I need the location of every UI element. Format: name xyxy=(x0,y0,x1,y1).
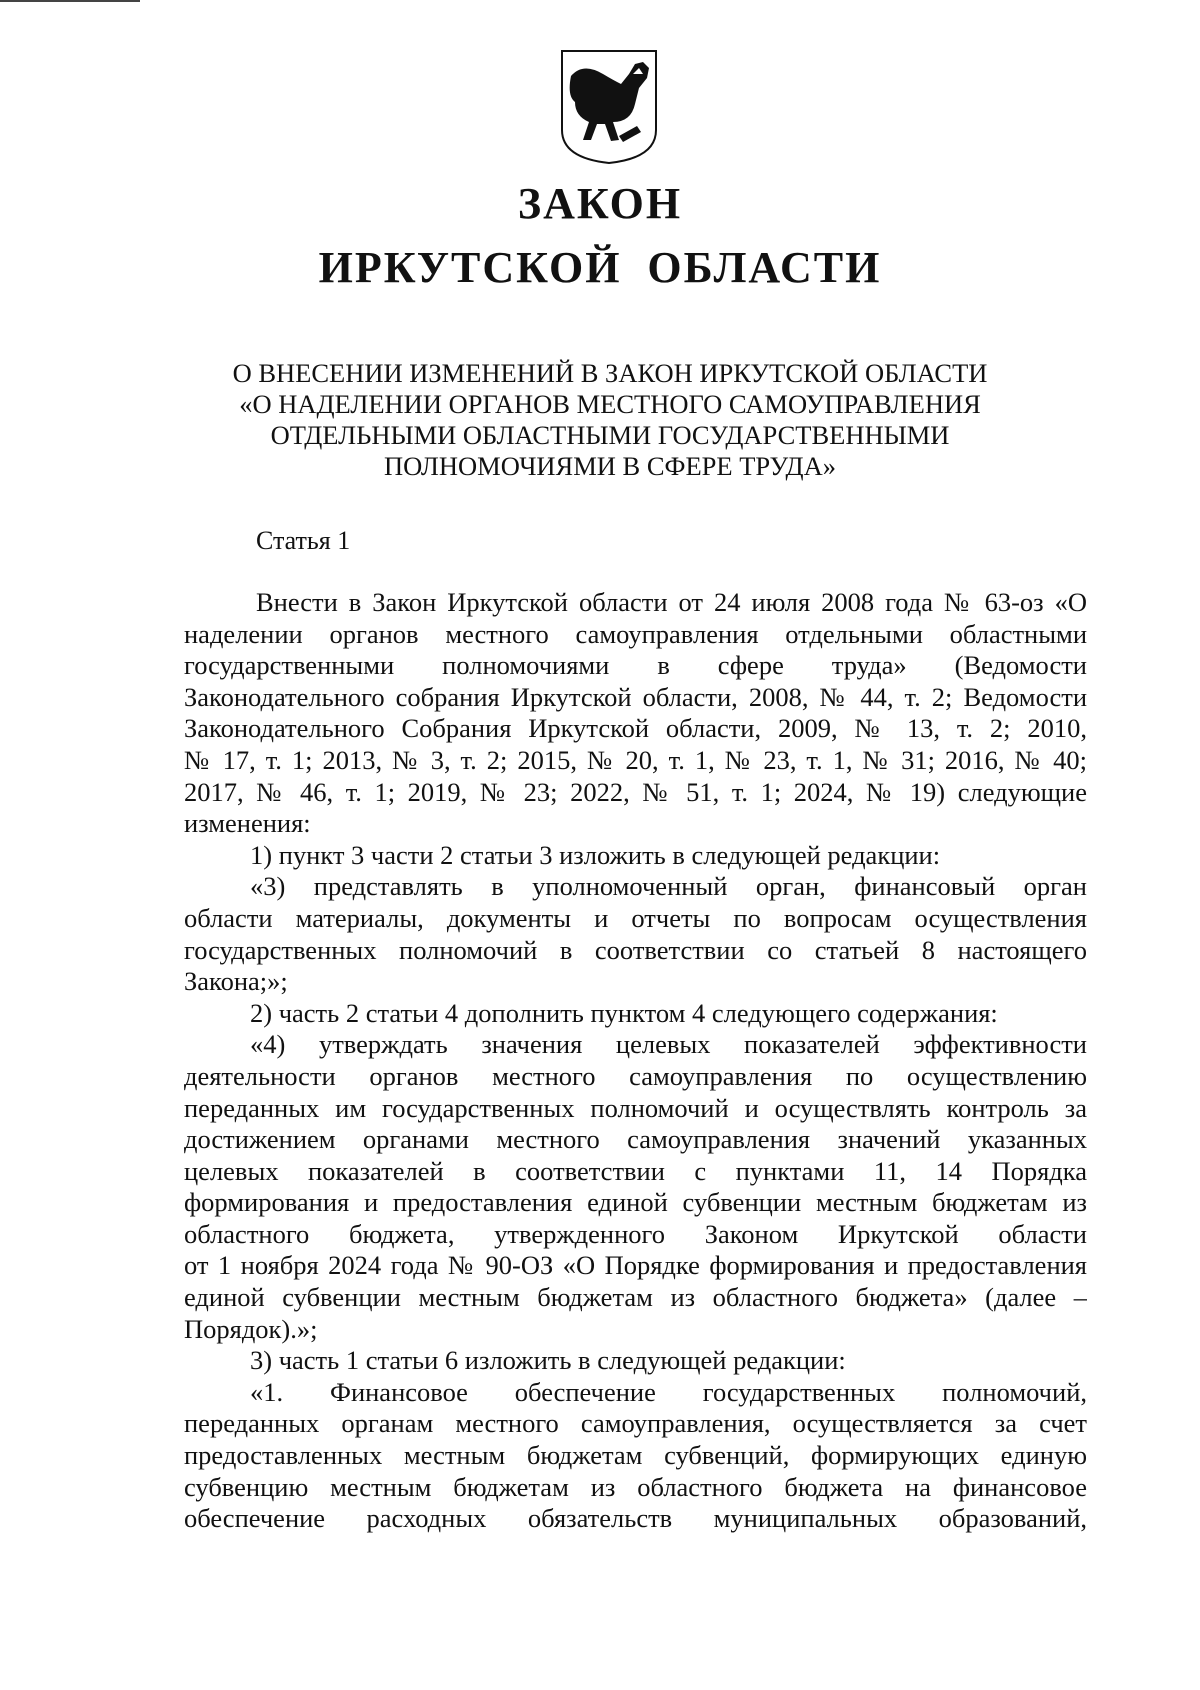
body-line: государственных полномочий в соответствии со статьей 8 настоящего xyxy=(184,934,1087,965)
body-line: субвенцию местным бюджетам из областного бюджета на финансовое xyxy=(184,1471,1087,1502)
body-line: обеспечение расходных обязательств муниципальных образований, xyxy=(184,1503,1087,1534)
body-line: областного бюджета, утвержденного Законом Иркутской области xyxy=(184,1218,1087,1249)
body-line: государственными полномочиями в сфере труда» (Ведомости xyxy=(184,650,1087,681)
document-title xyxy=(0,172,1200,300)
body-line: области материалы, документы и отчеты по вопросам осуществления xyxy=(184,902,1087,933)
body-line: целевых показателей в соответствии с пунктами 11, 14 Порядка xyxy=(184,1155,1087,1186)
body-line: изменения: xyxy=(184,808,311,839)
body-line: № 17, т. 1; 2013, № 3, т. 2; 2015, № 20, т. 1, № 23, т. 1, № 31; 2016, № 40; xyxy=(184,744,1087,775)
body-line: «4) утверждать значения целевых показателей эффективности xyxy=(250,1029,1087,1060)
body-line: формирования и предоставления единой субвенции местным бюджетам из xyxy=(184,1187,1087,1218)
body-line: переданных им государственных полномочий и осуществлять контроль за xyxy=(184,1092,1087,1123)
body-line: 1) пункт 3 части 2 статьи 3 изложить в следующей редакции: xyxy=(250,839,941,870)
body-line: деятельности органов местного самоуправления по осуществлению xyxy=(184,1060,1087,1091)
body-line: 2017, № 46, т. 1; 2019, № 23; 2022, № 51, т. 1; 2024, № 19) следующие xyxy=(184,776,1087,807)
body-line: Порядок).»; xyxy=(184,1313,318,1344)
subject-line: О ВНЕСЕНИИ ИЗМЕНЕНИЙ В ЗАКОН ИРКУТСКОЙ ОБЛАСТИ xyxy=(232,358,988,388)
subject-line: ПОЛНОМОЧИЯМИ В СФЕРЕ ТРУДА» xyxy=(383,451,837,481)
body-line: предоставленных местным бюджетам субвенций, формирующих единую xyxy=(184,1440,1087,1471)
body-line: «1. Финансовое обеспечение государственных полномочий, xyxy=(250,1376,1087,1407)
top-edge-line xyxy=(0,0,140,2)
body-line: Законодательного собрания Иркутской области, 2008, № 44, т. 2; Ведомости xyxy=(184,681,1087,712)
coat-of-arms-emblem xyxy=(559,48,659,166)
body-line: 2) часть 2 статьи 4 дополнить пунктом 4 следующего содержания: xyxy=(250,997,998,1028)
body-line: 3) часть 1 статьи 6 изложить в следующей редакции: xyxy=(250,1345,846,1376)
body-line: «3) представлять в уполномоченный орган, финансовый орган xyxy=(250,871,1087,902)
body-line: Законодательного Собрания Иркутской области, 2009, № 13, т. 2; 2010, xyxy=(184,713,1087,744)
body-line: единой субвенции местным бюджетам из областного бюджета» (далее – xyxy=(184,1282,1087,1313)
title-region: ИРКУТСКОЙ ОБЛАСТИ xyxy=(318,243,882,292)
subject-line: «О НАДЕЛЕНИИ ОРГАНОВ МЕСТНОГО САМОУПРАВЛЕНИЯ xyxy=(239,389,981,419)
article-body xyxy=(184,587,1087,1535)
law-subject xyxy=(160,358,1060,482)
body-line: наделении органов местного самоуправления отдельными областными xyxy=(184,618,1087,649)
body-line: достижением органами местного самоуправления значений указанных xyxy=(184,1124,1087,1155)
title-law: ЗАКОН xyxy=(517,179,683,228)
article-heading: Статья 1 xyxy=(256,526,351,555)
body-line: Внести в Закон Иркутской области от 24 июля 2008 года № 63-оз «О xyxy=(256,587,1087,617)
body-line: от 1 ноября 2024 года № 90-ОЗ «О Порядке формирования и предоставления xyxy=(184,1250,1087,1281)
body-line: Закона;»; xyxy=(184,966,288,997)
subject-line: ОТДЕЛЬНЫМИ ОБЛАСТНЫМИ ГОСУДАРСТВЕННЫМИ xyxy=(270,420,950,450)
body-line: переданных органам местного самоуправления, осуществляется за счет xyxy=(184,1408,1087,1439)
